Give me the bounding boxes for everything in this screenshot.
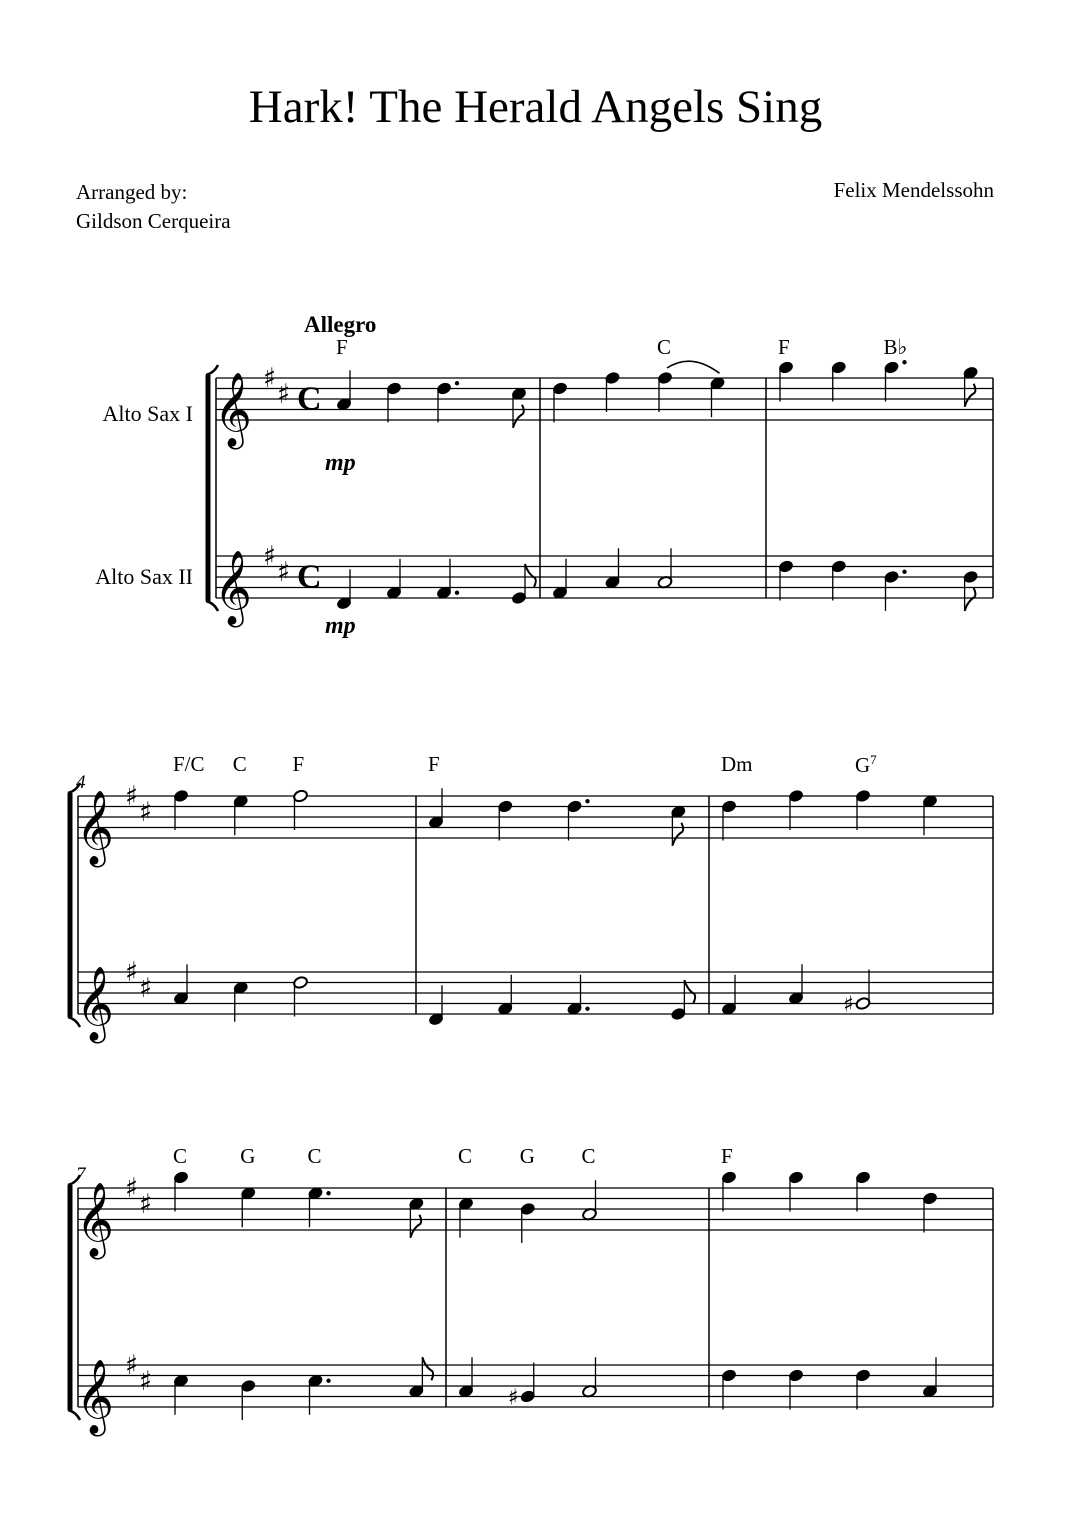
note bbox=[855, 789, 871, 830]
sharp-icon: ♯ bbox=[125, 957, 139, 988]
note bbox=[922, 794, 938, 835]
note bbox=[831, 361, 847, 402]
augmentation-dot bbox=[326, 1191, 330, 1195]
sharp-icon: ♯ bbox=[277, 556, 291, 588]
chord-symbol: F bbox=[721, 1144, 733, 1168]
sharp-icon: ♯ bbox=[125, 1173, 139, 1204]
sharp-accidental-icon: ♯ bbox=[507, 1385, 519, 1411]
treble-clef-icon: 𝄞 bbox=[76, 1183, 114, 1257]
note bbox=[240, 1186, 256, 1227]
sharp-icon: ♯ bbox=[139, 972, 153, 1004]
note bbox=[408, 1197, 424, 1238]
note bbox=[308, 1186, 331, 1227]
note bbox=[670, 980, 695, 1021]
instrument-label-sax2: Alto Sax II bbox=[95, 564, 193, 589]
note bbox=[552, 382, 568, 423]
treble-clef-icon: 𝄞 bbox=[76, 791, 114, 865]
note bbox=[173, 1171, 189, 1212]
note bbox=[511, 564, 536, 605]
page-title: Hark! The Herald Angels Sing bbox=[248, 81, 823, 133]
note bbox=[428, 985, 444, 1026]
chord-symbol: F/C bbox=[173, 752, 205, 776]
chord-symbol: C bbox=[173, 1144, 188, 1168]
note bbox=[657, 548, 673, 589]
note bbox=[511, 387, 527, 428]
chord-symbol: C bbox=[307, 1144, 322, 1168]
note bbox=[336, 370, 352, 411]
note bbox=[721, 1171, 737, 1212]
common-time-icon: C bbox=[297, 380, 322, 418]
instrument-label-sax1: Alto Sax I bbox=[102, 401, 193, 426]
arranger-label: Arranged by: bbox=[76, 180, 188, 204]
note bbox=[721, 1369, 737, 1410]
flag bbox=[672, 823, 683, 846]
augmentation-dot bbox=[902, 360, 906, 364]
chord-symbol: C bbox=[458, 1144, 473, 1168]
note bbox=[428, 788, 444, 829]
note bbox=[605, 371, 621, 412]
note bbox=[657, 371, 673, 412]
note bbox=[567, 975, 590, 1016]
note bbox=[308, 1374, 331, 1415]
chord-symbol: F bbox=[336, 335, 348, 359]
treble-clef-icon: 𝄞 bbox=[214, 551, 252, 625]
sharp-icon: ♯ bbox=[263, 541, 277, 572]
dynamic-marking-sax2: mp bbox=[325, 613, 356, 639]
note bbox=[710, 376, 726, 417]
note bbox=[582, 1180, 598, 1221]
common-time-icon: C bbox=[297, 558, 322, 596]
note bbox=[386, 559, 402, 600]
note bbox=[552, 559, 568, 600]
tempo-marking: Allegro bbox=[304, 312, 377, 337]
note bbox=[778, 560, 794, 601]
note bbox=[567, 799, 590, 840]
sharp-icon: ♯ bbox=[263, 363, 277, 394]
sharp-icon: ♯ bbox=[139, 1365, 153, 1397]
note bbox=[386, 382, 402, 423]
flag bbox=[965, 384, 976, 407]
note bbox=[240, 1379, 256, 1420]
note bbox=[788, 1171, 804, 1212]
dynamic-marking-sax1: mp bbox=[325, 450, 356, 476]
sharp-icon: ♯ bbox=[277, 378, 291, 410]
note bbox=[605, 548, 621, 589]
note bbox=[173, 789, 189, 830]
note bbox=[173, 1374, 189, 1415]
flag bbox=[513, 405, 524, 428]
flag bbox=[684, 980, 695, 1003]
flag bbox=[525, 564, 536, 587]
note bbox=[670, 805, 686, 846]
note bbox=[855, 1369, 871, 1410]
sharp-icon: ♯ bbox=[125, 1350, 139, 1381]
note bbox=[458, 1197, 474, 1238]
arranger-name: Gildson Cerqueira bbox=[76, 209, 231, 233]
note bbox=[173, 964, 189, 1005]
composer-credit: Felix Mendelssohn bbox=[833, 178, 994, 202]
augmentation-dot bbox=[585, 799, 589, 803]
note bbox=[233, 794, 249, 835]
note bbox=[436, 559, 459, 600]
sharp-icon: ♯ bbox=[125, 781, 139, 812]
note bbox=[582, 1357, 598, 1398]
measure-number: 4 bbox=[76, 772, 86, 793]
note bbox=[520, 1202, 536, 1243]
chord-symbol: F bbox=[778, 335, 790, 359]
chord-symbol: F bbox=[428, 752, 440, 776]
flag bbox=[965, 588, 976, 611]
chord-symbol: C bbox=[232, 752, 247, 776]
note bbox=[884, 570, 907, 611]
chord-symbol: C bbox=[657, 335, 672, 359]
note bbox=[963, 366, 979, 407]
note bbox=[293, 789, 309, 830]
note bbox=[721, 975, 737, 1016]
note bbox=[788, 1369, 804, 1410]
treble-clef-icon: 𝄞 bbox=[76, 1360, 114, 1434]
augmentation-dot bbox=[902, 570, 906, 574]
chord-symbol: F bbox=[292, 752, 305, 776]
augmentation-dot bbox=[455, 381, 459, 385]
note bbox=[408, 1357, 433, 1398]
note bbox=[855, 1171, 871, 1212]
note bbox=[963, 570, 979, 611]
note bbox=[497, 800, 513, 841]
chord-symbol: $G^7$ bbox=[855, 752, 877, 777]
note bbox=[458, 1357, 474, 1398]
measure-number: 7 bbox=[76, 1164, 86, 1185]
note bbox=[831, 560, 847, 601]
note bbox=[884, 360, 907, 401]
sharp-accidental-icon: ♯ bbox=[843, 992, 854, 1018]
sharp-icon: ♯ bbox=[139, 1188, 153, 1220]
note bbox=[497, 975, 513, 1016]
treble-clef-icon: 𝄞 bbox=[214, 373, 252, 447]
note bbox=[788, 964, 804, 1005]
augmentation-dot bbox=[455, 591, 459, 595]
augmentation-dot bbox=[326, 1379, 330, 1383]
chord-symbol: G bbox=[240, 1144, 256, 1168]
note bbox=[233, 981, 249, 1022]
note bbox=[336, 569, 352, 610]
chord-symbol: B♭ bbox=[883, 335, 908, 359]
chord-symbol: C bbox=[581, 1144, 596, 1168]
note bbox=[778, 361, 794, 402]
augmentation-dot bbox=[585, 1007, 589, 1011]
treble-clef-icon: 𝄞 bbox=[76, 967, 114, 1041]
note bbox=[436, 381, 459, 422]
note bbox=[293, 976, 309, 1017]
flag bbox=[410, 1215, 421, 1238]
flag bbox=[422, 1357, 433, 1380]
note bbox=[922, 1192, 938, 1233]
sharp-icon: ♯ bbox=[139, 796, 153, 828]
chord-symbol: G bbox=[519, 1144, 535, 1168]
note bbox=[788, 789, 804, 830]
note bbox=[922, 1357, 938, 1398]
note bbox=[721, 800, 737, 841]
slur bbox=[667, 361, 720, 373]
chord-symbol: Dm bbox=[721, 752, 753, 776]
